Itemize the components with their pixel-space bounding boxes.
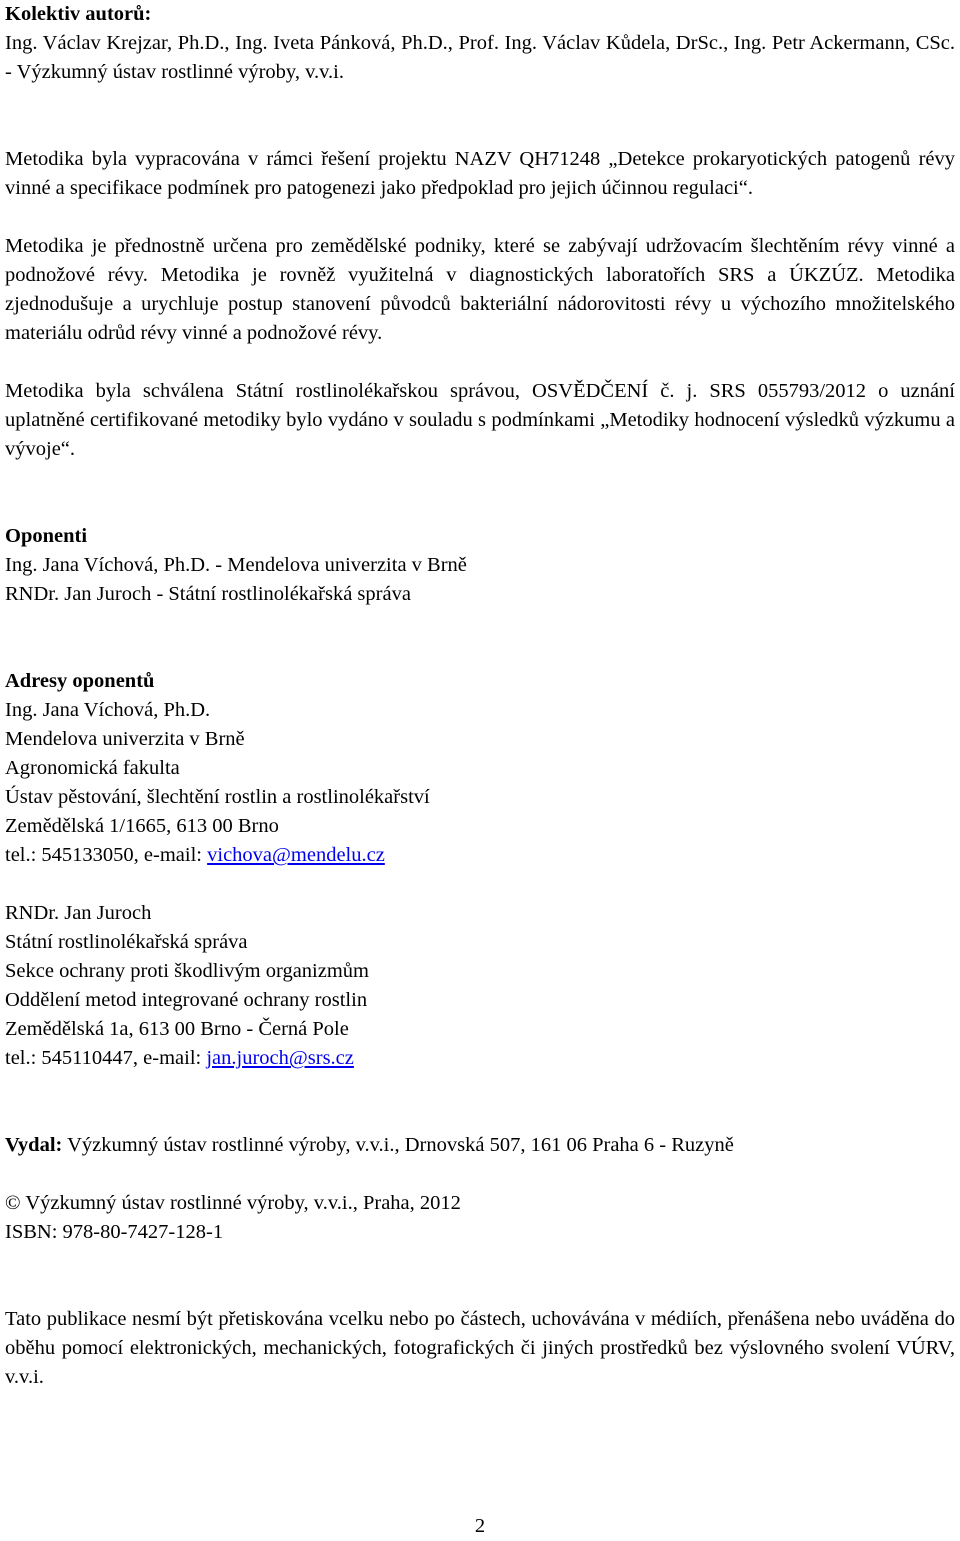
address-block-vichova bbox=[5, 696, 955, 870]
opponent-item: Ing. Jana Víchová, Ph.D. - Mendelova univerzita v Brně bbox=[5, 554, 467, 576]
copyright-notice: Tato publikace nesmí být přetiskována vcelku nebo po částech, uchovávána v médiích, přenášena nebo uváděna do oběhu pomocí elektronických, mechanických, fotografických či jiných prostředků bez výslovného svolení VÚRV, v.v.i. bbox=[5, 1308, 955, 1388]
contact-prefix: tel.: 545133050, e-mail: bbox=[5, 844, 208, 866]
spacer bbox=[5, 464, 955, 522]
address-line: Státní rostlinolékařská správa bbox=[5, 931, 248, 953]
contact-line bbox=[5, 1044, 955, 1073]
page-number: 2 bbox=[474, 1515, 486, 1537]
contact-line bbox=[5, 841, 955, 870]
addresses-heading: Adresy oponentů bbox=[5, 670, 155, 692]
spacer bbox=[5, 870, 955, 899]
address-line: Ing. Jana Víchová, Ph.D. bbox=[5, 699, 211, 721]
document-page bbox=[5, 0, 955, 1392]
address-block-juroch bbox=[5, 899, 955, 1073]
authors-list: Ing. Václav Krejzar, Ph.D., Ing. Iveta Pánková, Ph.D., Prof. Ing. Václav Kůdela, DrSc., Ing. Petr Ackermann, CSc. - Výzkumný ústav rostlinné výroby, v.v.i. bbox=[5, 32, 955, 83]
contact-prefix: tel.: 545110447, e-mail: bbox=[5, 1047, 207, 1069]
address-line: Mendelova univerzita v Brně bbox=[5, 728, 245, 750]
publisher-text: Výzkumný ústav rostlinné výroby, v.v.i., Drnovská 507, 161 06 Praha 6 - Ruzyně bbox=[62, 1134, 734, 1156]
address-line: Zemědělská 1/1665, 613 00 Brno bbox=[5, 815, 279, 837]
copyright-line: © Výzkumný ústav rostlinné výroby, v.v.i., Praha, 2012 bbox=[5, 1192, 461, 1214]
email-link-vichova[interactable]: vichova@mendelu.cz bbox=[207, 844, 385, 866]
spacer bbox=[5, 203, 955, 232]
publisher-label: Vydal: bbox=[5, 1134, 63, 1156]
paragraph-approval: Metodika byla schválena Státní rostlinolékařskou správou, OSVĚDČENÍ č. j. SRS 055793/2012 o uznání uplatněné certifikované metodiky bylo vydáno v souladu s podmínkami „Metodiky hodnocení výsledků výzkumu a vývoje“. bbox=[5, 380, 955, 460]
address-line: Ústav pěstování, šlechtění rostlin a rostlinolékařství bbox=[5, 786, 430, 808]
spacer bbox=[5, 1247, 955, 1305]
spacer bbox=[5, 87, 955, 145]
isbn-line: ISBN: 978-80-7427-128-1 bbox=[5, 1221, 224, 1243]
spacer bbox=[5, 609, 955, 667]
publisher-line bbox=[5, 1131, 955, 1160]
opponents-heading: Oponenti bbox=[5, 525, 88, 547]
spacer bbox=[5, 1160, 955, 1189]
address-line: Oddělení metod integrované ochrany rostlin bbox=[5, 989, 368, 1011]
spacer bbox=[5, 1073, 955, 1131]
authors-heading: Kolektiv autorů: bbox=[5, 3, 152, 25]
address-line: Zemědělská 1a, 613 00 Brno - Černá Pole bbox=[5, 1018, 349, 1040]
address-line: Agronomická fakulta bbox=[5, 757, 180, 779]
opponent-item: RNDr. Jan Juroch - Státní rostlinolékařská správa bbox=[5, 583, 411, 605]
spacer bbox=[5, 348, 955, 377]
paragraph-project: Metodika byla vypracována v rámci řešení projektu NAZV QH71248 „Detekce prokaryotických patogenů révy vinné a specifikace podmínek pro patogenezi jako předpoklad pro jejich účinnou regulaci“. bbox=[5, 148, 955, 199]
address-line: Sekce ochrany proti škodlivým organizmům bbox=[5, 960, 369, 982]
email-link-juroch[interactable]: jan.juroch@srs.cz bbox=[206, 1047, 354, 1069]
paragraph-purpose: Metodika je přednostně určena pro zemědělské podniky, které se zabývají udržovacím šlechtěním révy vinné a podnožové révy. Metodika je rovněž využitelná v diagnostických laboratořích SRS a ÚKZÚZ. Metodika zjednodušuje a urychluje postup stanovení původců bakteriální nádorovitosti révy u výchozího množitelského materiálu odrůd révy vinné a podnožové révy. bbox=[5, 235, 955, 344]
address-line: RNDr. Jan Juroch bbox=[5, 902, 152, 924]
